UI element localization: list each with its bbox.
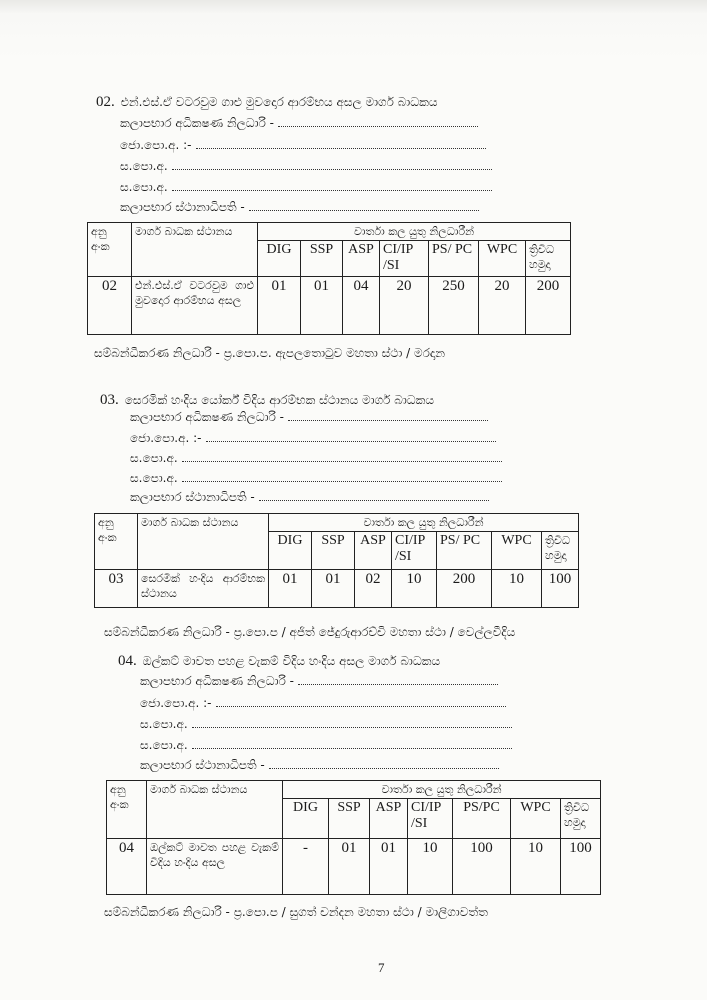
cell-dig: 01	[258, 277, 301, 335]
fill-line	[196, 138, 486, 149]
field-row	[130, 471, 502, 486]
header-ci-ip-si: CI/IP /SI	[392, 532, 437, 570]
section-number: 04.	[118, 653, 137, 669]
header-ps-pc: PS/ PC	[437, 532, 492, 570]
field-label: ජො.පො.අ. :-	[120, 138, 192, 152]
section-heading	[118, 653, 440, 670]
field-row	[140, 717, 512, 732]
field-row	[130, 410, 488, 425]
header-location: මාර්ග බාධක ස්ථානය	[132, 223, 258, 277]
fill-line	[269, 758, 499, 769]
header-ssp: SSP	[312, 532, 355, 570]
header-asp: ASP	[370, 799, 408, 839]
cell-ci-ip-si: 10	[392, 570, 437, 608]
header-location: මාර්ග බාධක ස්ථානය	[138, 514, 269, 570]
header-officers-group: වාර්තා කල යුතු නිලධාරීන්	[258, 223, 571, 241]
cell-ssp: 01	[301, 277, 343, 335]
cell-serial: 04	[107, 839, 147, 895]
cell-ci-ip-si: 20	[380, 277, 429, 335]
header-officers-group: වාර්තා කල යුතු නිලධාරීන්	[283, 781, 601, 799]
header-asp: ASP	[355, 532, 392, 570]
section-title: එන්.එස්.ඒ වටරවුම ගාළු මුවදොර ආරම්භය අසල මාර්ග බාධකය	[120, 95, 438, 109]
cell-wpc: 20	[479, 277, 526, 335]
header-ssp: SSP	[301, 241, 343, 277]
fill-line	[278, 116, 478, 127]
page-number: 7	[378, 960, 385, 975]
field-row	[120, 116, 478, 131]
field-row	[120, 159, 492, 174]
duty-table	[87, 222, 571, 335]
field-label: කලාපභාර අධිකෂණ නිලධාරි -	[140, 674, 295, 688]
cell-ssp: 01	[329, 839, 370, 895]
field-label: ජො.පො.අ. :-	[130, 431, 202, 445]
cell-location: එන්.එස්.ඒ වටරවුම ගාළු මුවදොර ආරම්භය අසල	[132, 277, 258, 335]
field-label: කලාපභාර ස්ථානාධිපති -	[130, 490, 255, 504]
field-row	[120, 200, 479, 215]
header-ps-pc: PS/ PC	[429, 241, 479, 277]
field-label: ජො.පො.අ. :-	[140, 696, 212, 710]
field-label: ස.පො.අ.	[120, 180, 168, 194]
header-dig: DIG	[283, 799, 329, 839]
header-dig: DIG	[269, 532, 312, 570]
coordinating-officer: සම්බන්ධීකරණ නිලධාරි - ප්‍ර.පො.ප / සුගත් චන්දන මහතා ස්ථා / මාලිගාවත්ත	[104, 905, 488, 919]
header-wpc: WPC	[492, 532, 542, 570]
field-label: ස.පො.අ.	[130, 471, 178, 485]
header-dig: DIG	[258, 241, 301, 277]
header-tri-forces: ත්‍රිවිධ හමුදා	[542, 532, 579, 570]
cell-tri-forces: 100	[542, 570, 579, 608]
cell-ps-pc: 200	[437, 570, 492, 608]
duty-table	[106, 780, 601, 895]
cell-dig: -	[283, 839, 329, 895]
section-number: 02.	[96, 94, 115, 110]
header-wpc: WPC	[511, 799, 561, 839]
fill-line	[182, 451, 502, 462]
field-label: ස.පො.අ.	[140, 717, 188, 731]
fill-line	[172, 159, 492, 170]
header-location: මාර්ග බාධක ස්ථානය	[147, 781, 283, 839]
fill-line	[216, 696, 506, 707]
fill-line	[192, 738, 512, 749]
header-serial: අනු අංක	[95, 514, 138, 570]
fill-line	[182, 471, 502, 482]
cell-location: සෙරමික් හංදිය ආරම්භක ස්ථානය	[138, 570, 269, 608]
fill-line	[249, 200, 479, 211]
field-label: ස.පො.අ.	[120, 159, 168, 173]
cell-wpc: 10	[511, 839, 561, 895]
field-label: කලාපභාර ස්ථානාධිපති -	[120, 200, 245, 214]
field-label: කලාපභාර අධිකෂණ නිලධාරි -	[120, 116, 275, 130]
coordinating-officer: සම්බන්ධීකරණ නිලධාරි - ප්‍ර.පො.ප. ඇපලතොටුව මහතා ස්ථා / මරදාන	[94, 346, 445, 360]
fill-line	[288, 410, 488, 421]
header-serial: අනු අංක	[88, 223, 132, 277]
field-row	[140, 758, 499, 773]
cell-wpc: 10	[492, 570, 542, 608]
cell-serial: 03	[95, 570, 138, 608]
field-row	[120, 138, 486, 153]
header-tri-forces: ත්‍රිවිධ හමුදා	[526, 241, 571, 277]
field-row	[130, 431, 496, 446]
cell-serial: 02	[88, 277, 132, 335]
fill-line	[259, 490, 489, 501]
section-number: 03.	[100, 392, 119, 408]
cell-ssp: 01	[312, 570, 355, 608]
fill-line	[298, 674, 498, 685]
header-ci-ip-si: CI/IP /SI	[380, 241, 429, 277]
header-ssp: SSP	[329, 799, 370, 839]
cell-tri-forces: 100	[561, 839, 601, 895]
fill-line	[172, 180, 492, 191]
duty-table	[94, 513, 579, 608]
cell-asp: 04	[343, 277, 380, 335]
cell-location: ඔල්කට් මාවත පහළ වැකම් විදිය හංදිය අසල	[147, 839, 283, 895]
header-asp: ASP	[343, 241, 380, 277]
header-officers-group: වාර්තා කල යුතු නිලධාරීන්	[269, 514, 579, 532]
cell-asp: 01	[370, 839, 408, 895]
section-title: ඔල්කට් මාවත පහළ වැකම් විදිය හංදිය අසල මාර්ග බාධකය	[142, 654, 441, 668]
header-tri-forces: ත්‍රිවිධ හමුදා	[561, 799, 601, 839]
header-ps-pc: PS/PC	[453, 799, 511, 839]
fill-line	[206, 431, 496, 442]
field-row	[140, 696, 506, 711]
field-row	[130, 490, 489, 505]
header-serial: අනු අංක	[107, 781, 147, 839]
cell-asp: 02	[355, 570, 392, 608]
field-row	[120, 180, 492, 195]
cell-tri-forces: 200	[526, 277, 571, 335]
header-ci-ip-si: CI/IP /SI	[408, 799, 453, 839]
field-row	[140, 738, 512, 753]
field-label: ස.පො.අ.	[130, 451, 178, 465]
section-heading	[100, 392, 434, 409]
field-label: කලාපභාර ස්ථානාධිපති -	[140, 758, 265, 772]
section-heading	[96, 94, 437, 111]
cell-ps-pc: 100	[453, 839, 511, 895]
field-row	[130, 451, 502, 466]
field-label: ස.පො.අ.	[140, 738, 188, 752]
cell-ci-ip-si: 10	[408, 839, 453, 895]
field-label: කලාපභාර අධිකෂණ නිලධාරි -	[130, 410, 285, 424]
header-wpc: WPC	[479, 241, 526, 277]
cell-dig: 01	[269, 570, 312, 608]
section-title: සෙරමික් හංදිය යෝර්ක් විදිය ආරම්භක ස්ථානය මාර්ග බාධකය	[124, 393, 435, 407]
coordinating-officer: සම්බන්ධීකරණ නිලධාරි - ප්‍ර.පො.ප / අජිත් ජේදුරුආරච්චි මහතා ස්ථා / වෙල්ලවීදිය	[104, 625, 516, 639]
fill-line	[192, 717, 512, 728]
field-row	[140, 674, 498, 689]
cell-ps-pc: 250	[429, 277, 479, 335]
